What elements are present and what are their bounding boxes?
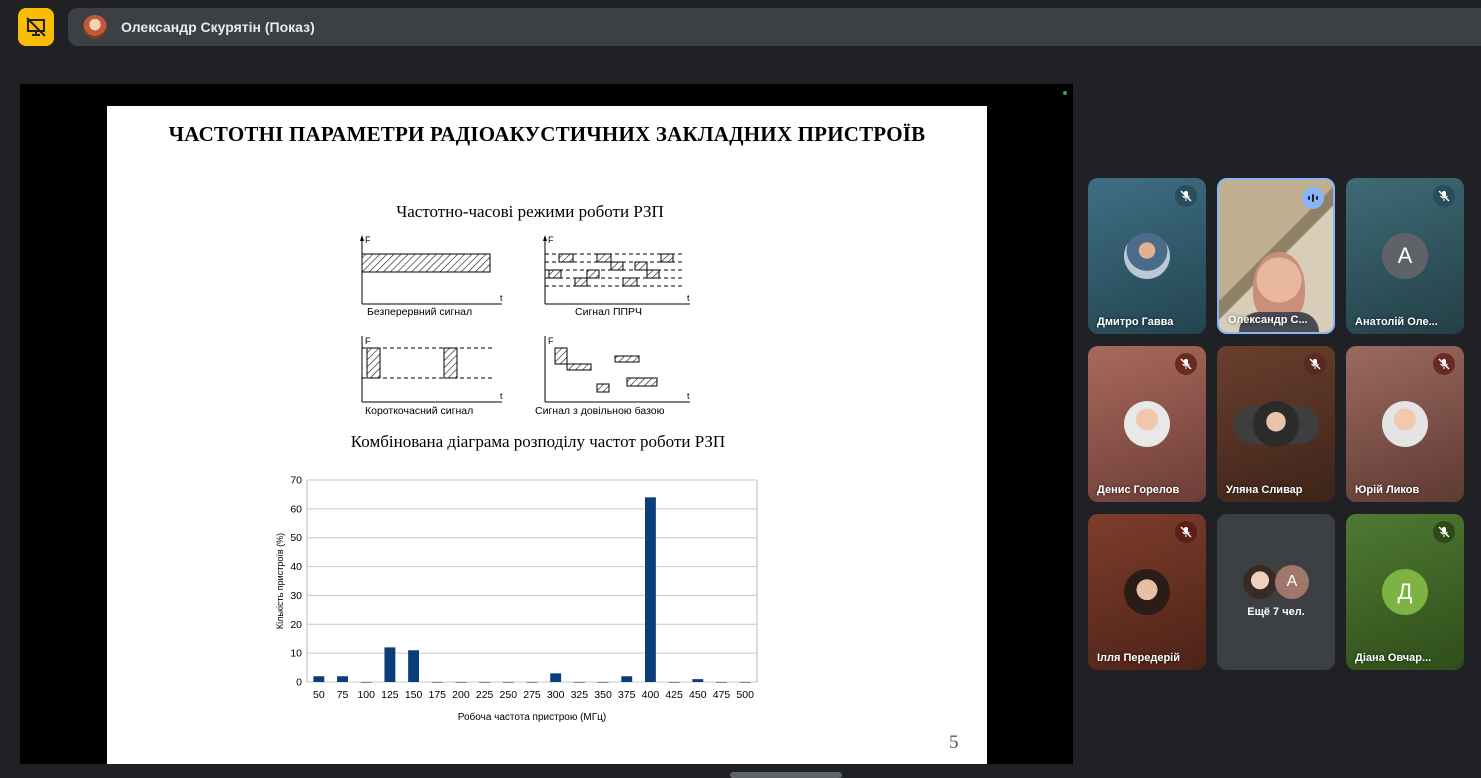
x-tick-label: 125 bbox=[381, 689, 399, 701]
bar bbox=[550, 673, 561, 682]
mic-off-icon bbox=[1304, 353, 1326, 375]
presentation-off-icon[interactable] bbox=[18, 8, 54, 46]
axis-f-label: F bbox=[365, 336, 371, 346]
bar bbox=[384, 647, 395, 682]
slide-title: ЧАСТОТНІ ПАРАМЕТРИ РАДІОАКУСТИЧНИХ ЗАКЛАДНИХ ПРИСТРОЇВ bbox=[168, 122, 926, 146]
avatar bbox=[83, 15, 107, 39]
scroll-handle[interactable] bbox=[730, 772, 842, 778]
x-tick-label: 200 bbox=[452, 689, 470, 701]
avatar bbox=[1124, 569, 1170, 615]
axis-f-label: F bbox=[548, 336, 554, 346]
bar bbox=[527, 682, 538, 683]
diagram-caption: Сигнал ППРЧ bbox=[575, 306, 643, 318]
slide-subtitle-chart: Комбінована діаграма розподілу частот роботи РЗП bbox=[350, 432, 726, 451]
participant-name: Уляна Сливар bbox=[1226, 484, 1303, 496]
participant-tile[interactable] bbox=[1346, 514, 1464, 670]
bar bbox=[621, 676, 632, 682]
bar bbox=[692, 679, 703, 682]
y-tick-label: 60 bbox=[290, 503, 302, 516]
participant-tile[interactable] bbox=[1088, 346, 1206, 502]
diagram-fhss bbox=[535, 232, 705, 312]
avatar bbox=[1253, 401, 1299, 447]
x-tick-label: 500 bbox=[736, 689, 754, 701]
x-tick-label: 150 bbox=[404, 689, 423, 701]
top-bar bbox=[0, 0, 1481, 54]
x-tick-label: 50 bbox=[312, 689, 325, 701]
bar bbox=[669, 682, 680, 683]
mic-off-icon bbox=[1433, 185, 1455, 207]
presentation-stage bbox=[20, 84, 1073, 764]
x-axis-label: Робоча частота пристрою (МГц) bbox=[457, 712, 607, 723]
bar bbox=[408, 650, 419, 682]
participant-tile-more[interactable] bbox=[1217, 514, 1335, 670]
diagram-short bbox=[352, 332, 512, 406]
y-tick-label: 10 bbox=[290, 647, 302, 660]
avatar: А bbox=[1275, 565, 1309, 599]
y-tick-label: 20 bbox=[290, 618, 302, 631]
presenter-bar[interactable] bbox=[68, 8, 1481, 46]
participant-tile[interactable] bbox=[1217, 178, 1335, 334]
x-tick-label: 250 bbox=[499, 689, 518, 701]
bar bbox=[456, 682, 467, 683]
bar bbox=[740, 682, 751, 683]
x-tick-label: 325 bbox=[570, 689, 589, 701]
bar bbox=[598, 682, 609, 683]
y-tick-label: 0 bbox=[296, 676, 302, 689]
mic-off-icon bbox=[1433, 521, 1455, 543]
frequency-bar-chart bbox=[267, 466, 787, 728]
x-tick-label: 475 bbox=[712, 689, 731, 701]
y-axis-label: Кількість пристроїв (%) bbox=[275, 532, 285, 630]
participant-tile[interactable] bbox=[1346, 346, 1464, 502]
participant-tile[interactable] bbox=[1217, 346, 1335, 502]
participant-name: Дмитро Гавва bbox=[1097, 316, 1174, 328]
participant-name: Юрій Ликов bbox=[1355, 484, 1420, 496]
diagram-arbitrary bbox=[535, 332, 705, 406]
bar bbox=[716, 682, 727, 683]
participant-name: Олександр С... bbox=[1228, 314, 1308, 326]
bar bbox=[479, 682, 490, 683]
bar bbox=[313, 676, 324, 682]
mic-off-icon bbox=[1433, 353, 1455, 375]
participant-name: Ілля Передерій bbox=[1097, 652, 1181, 664]
y-tick-label: 40 bbox=[290, 561, 302, 574]
page-number: 5 bbox=[949, 732, 959, 753]
axis-t-label: t bbox=[687, 293, 690, 303]
y-tick-label: 70 bbox=[290, 474, 302, 487]
axis-f-label: F bbox=[365, 235, 371, 245]
participant-name: Діана Овчар... bbox=[1355, 652, 1432, 664]
x-tick-label: 350 bbox=[594, 689, 612, 701]
bar bbox=[361, 682, 372, 683]
diagram-caption: Короткочасний сигнал bbox=[365, 405, 474, 417]
more-participants-label: Ещё 7 чел. bbox=[1247, 606, 1305, 618]
x-tick-label: 75 bbox=[336, 689, 349, 701]
status-dot bbox=[1063, 91, 1067, 95]
axis-t-label: t bbox=[500, 293, 503, 303]
diagram-caption: Безперервний сигнал bbox=[367, 306, 473, 318]
axis-t-label: t bbox=[500, 391, 503, 401]
slide bbox=[107, 106, 987, 764]
x-tick-label: 450 bbox=[689, 689, 707, 701]
participant-name: Анатолій Оле... bbox=[1355, 316, 1438, 328]
x-tick-label: 275 bbox=[523, 689, 541, 701]
x-tick-label: 375 bbox=[617, 689, 636, 701]
axis-f-label: F bbox=[548, 235, 554, 245]
avatar: Д bbox=[1382, 569, 1428, 615]
mic-off-icon bbox=[1175, 353, 1197, 375]
y-tick-label: 30 bbox=[290, 589, 302, 602]
x-tick-label: 300 bbox=[546, 689, 565, 701]
bar bbox=[503, 682, 514, 683]
presenter-name: Олександр Скурятін (Показ) bbox=[121, 19, 315, 35]
x-tick-label: 225 bbox=[475, 689, 494, 701]
slide-subtitle-modes: Частотно-часові режими роботи РЗП bbox=[396, 202, 664, 221]
participant-tile[interactable] bbox=[1346, 178, 1464, 334]
x-tick-label: 425 bbox=[665, 689, 683, 701]
speaking-icon bbox=[1302, 187, 1324, 209]
diagram-caption: Сигнал з довільною базою bbox=[535, 405, 665, 417]
x-tick-label: 400 bbox=[641, 689, 660, 701]
y-tick-label: 50 bbox=[290, 532, 302, 545]
x-tick-label: 100 bbox=[357, 689, 375, 701]
avatar bbox=[1124, 401, 1170, 447]
mic-off-icon bbox=[1175, 521, 1197, 543]
bar bbox=[432, 682, 443, 683]
diagram-continuous bbox=[352, 232, 512, 312]
mic-off-icon bbox=[1175, 185, 1197, 207]
avatar: А bbox=[1382, 233, 1428, 279]
bar bbox=[645, 497, 656, 682]
axis-t-label: t bbox=[687, 391, 690, 401]
x-tick-label: 175 bbox=[428, 689, 447, 701]
avatar bbox=[1243, 565, 1277, 599]
plot-area bbox=[307, 480, 757, 682]
participant-tile[interactable] bbox=[1088, 514, 1206, 670]
participant-name: Денис Горелов bbox=[1097, 484, 1180, 496]
avatar bbox=[1382, 401, 1428, 447]
participant-tile[interactable] bbox=[1088, 178, 1206, 334]
avatar bbox=[1124, 233, 1170, 279]
bar bbox=[337, 676, 348, 682]
bar bbox=[574, 682, 585, 683]
